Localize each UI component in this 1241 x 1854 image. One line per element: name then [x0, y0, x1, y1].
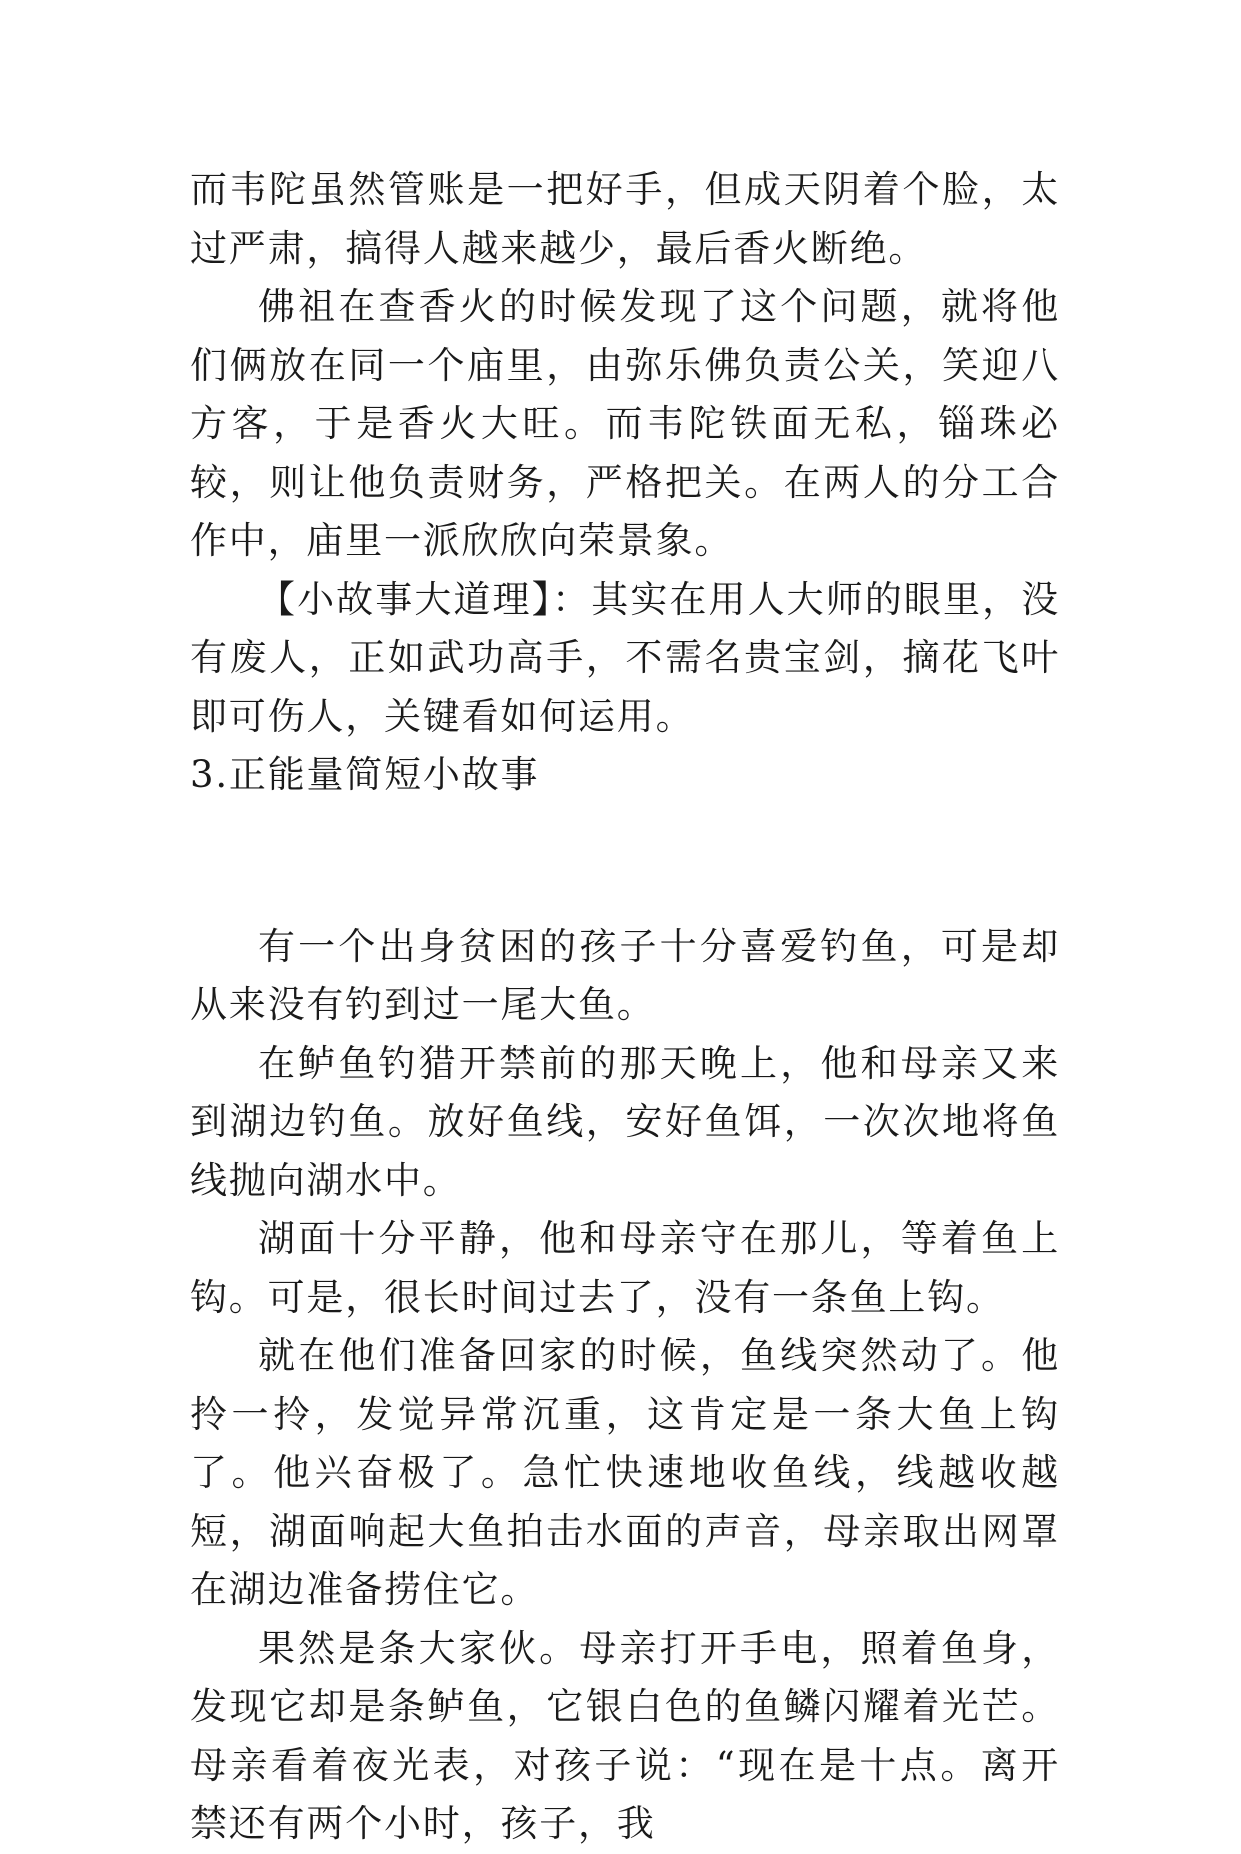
document-body — [190, 161, 1060, 1854]
paragraph: 果然是条大家伙。母亲打开手电，照着鱼身，发现它却是条鲈鱼，它银白色的鱼鳞闪耀着光芒。母亲看着夜光表，对孩子说：“现在是十点。离开禁还有两个小时，孩子，我 — [190, 1626, 1060, 1845]
paragraph: 湖面十分平静，他和母亲守在那儿，等着鱼上钩。可是，很长时间过去了，没有一条鱼上钩。 — [190, 1217, 1060, 1319]
paragraph: 有一个出身贫困的孩子十分喜爱钓鱼，可是却从来没有钓到过一尾大鱼。 — [190, 924, 1060, 1026]
blank-gap — [190, 805, 1060, 918]
paragraph: 佛祖在查香火的时候发现了这个问题，就将他们俩放在同一个庙里，由弥乐佛负责公关，笑迎八方客，于是香火大旺。而韦陀铁面无私，锱珠必较，则让他负责财务，严格把关。在两人的分工合作中，庙里一派欣欣向荣景象。 — [190, 285, 1060, 562]
paragraph: 而韦陀虽然管账是一把好手，但成天阴着个脸，太过严肃，搞得人越来越少，最后香火断绝。 — [190, 168, 1060, 270]
paragraph: 【小故事大道理】：其实在用人大师的眼里，没有废人，正如武功高手，不需名贵宝剑，摘花飞叶即可伤人，关键看如何运用。 — [190, 577, 1060, 738]
paragraph: 就在他们准备回家的时候，鱼线突然动了。他拎一拎，发觉异常沉重，这肯定是一条大鱼上钩了。他兴奋极了。急忙快速地收鱼线，线越收越短，湖面响起大鱼拍击水面的声音，母亲取出网罩在湖边准备捞住它。 — [190, 1334, 1060, 1611]
paragraph: 在鲈鱼钓猎开禁前的那天晚上，他和母亲又来到湖边钓鱼。放好鱼线，安好鱼饵，一次次地将鱼线抛向湖水中。 — [190, 1041, 1060, 1202]
section-heading: 3.正能量简短小故事 — [190, 753, 540, 796]
